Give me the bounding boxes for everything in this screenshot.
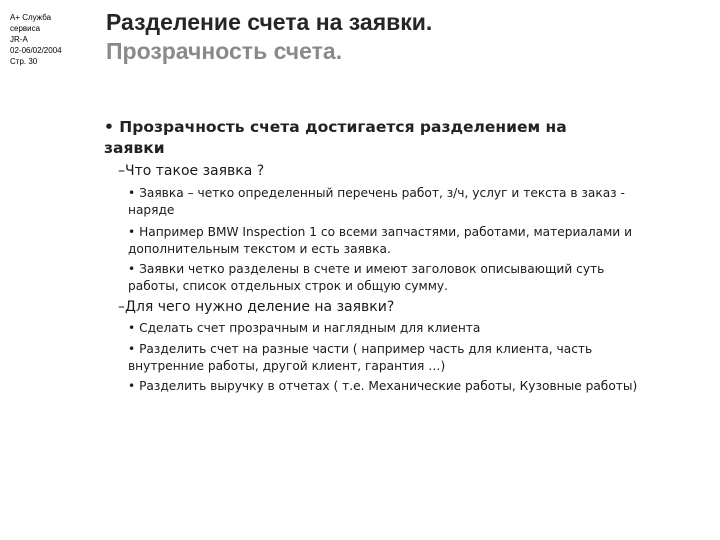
list-item bbox=[128, 185, 625, 219]
list-item-line-1: • Разделить выручку в отчетах ( т.е. Механические работы, Кузовные работы) bbox=[128, 379, 638, 393]
main-bullet-line-1: • Прозрачность счета достигается разделением на bbox=[104, 118, 567, 136]
main-bullet bbox=[104, 117, 664, 159]
list-item bbox=[128, 378, 637, 395]
list-item-line-1: • Заявки четко разделены в счете и имеют заголовок описывающий суть bbox=[128, 262, 605, 276]
list-item bbox=[128, 261, 604, 295]
list-item bbox=[128, 341, 592, 375]
sub-bullet-what-is-order: –Что такое заявка ? bbox=[118, 163, 265, 179]
title-line-2: Прозрачность счета. bbox=[106, 38, 343, 64]
list-item-line-2: внутренние работы, другой клиент, гарантия …) bbox=[128, 359, 446, 373]
list-item bbox=[128, 224, 632, 258]
meta-line: A+ Служба bbox=[10, 13, 52, 22]
list-item-line-1: • Разделить счет на разные части ( например часть для клиента, часть bbox=[128, 342, 593, 356]
list-item-line-2: работы, список отдельных строк и общую сумму. bbox=[128, 279, 448, 293]
meta-line: сервиса bbox=[10, 24, 41, 33]
list-item bbox=[128, 320, 480, 337]
title-line-1: Разделение счета на заявки. bbox=[106, 9, 433, 35]
list-item-line-1: • Заявка – четко определенный перечень работ, з/ч, услуг и текста в заказ - bbox=[128, 186, 625, 200]
list-item-line-1: • Сделать счет прозрачным и наглядным для клиента bbox=[128, 321, 481, 335]
meta-line: 02-06/02/2004 bbox=[10, 46, 62, 55]
main-bullet-line-2: заявки bbox=[104, 139, 165, 157]
list-item-line-1: • Например BMW Inspection 1 со всеми запчастями, работами, материалами и bbox=[128, 225, 633, 239]
list-item-line-2: дополнительным текстом и есть заявка. bbox=[128, 242, 391, 256]
meta-line: Стр. 30 bbox=[10, 57, 38, 66]
list-item-line-2: наряде bbox=[128, 203, 175, 217]
sub-bullet-why-split: –Для чего нужно деление на заявки? bbox=[118, 299, 395, 315]
meta-line: JR-A bbox=[10, 35, 28, 44]
